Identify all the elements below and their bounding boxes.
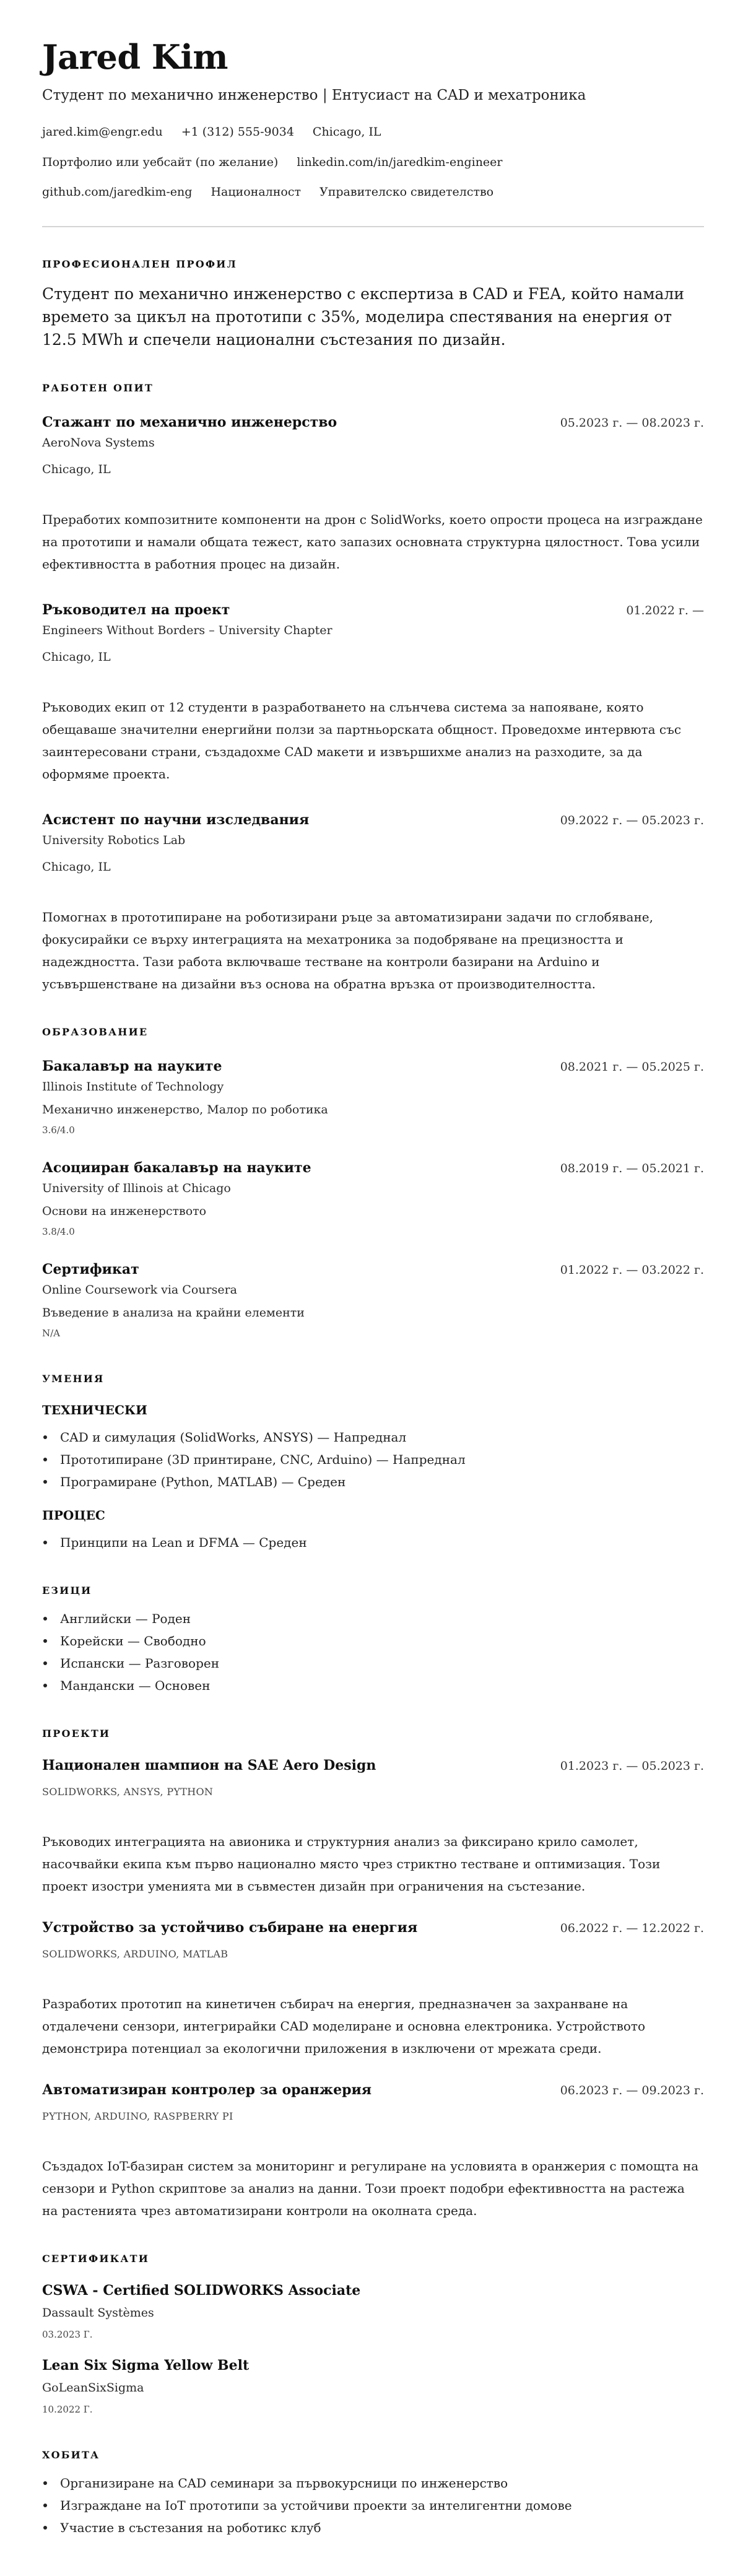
hobby-text: Участие в състезания на роботикс клуб (60, 2520, 321, 2535)
education-dates: 08.2021 г. — 05.2025 г. (560, 1060, 704, 1074)
candidate-name: Jared Kim (42, 37, 228, 77)
bullet-icon (43, 1458, 47, 1461)
project-dates: 06.2022 г. — 12.2022 г. (560, 1921, 704, 1935)
school-name: Online Coursework via Coursera (42, 1283, 237, 1297)
project-title: Автоматизиран контролер за оранжерия (42, 2082, 372, 2098)
skill-text: Прототипиране (3D принтиране, CNC, Arduino) — Напреднал (60, 1452, 466, 1467)
education-item (42, 1260, 704, 1342)
skill-list (42, 1426, 704, 1493)
field-of-study: Механично инженерство, Малор по роботика (42, 1103, 328, 1116)
section-heading: УМЕНИЯ (42, 1373, 105, 1385)
education-dates: 01.2022 г. — 03.2022 г. (560, 1263, 704, 1277)
school-name: Illinois Institute of Technology (42, 1080, 224, 1094)
hobbies-section (42, 2448, 704, 2539)
candidate-headline: Студент по механично инженерство | Ентусиаст на CAD и мехатроника (42, 87, 586, 103)
experience-item (42, 412, 704, 575)
job-title: Стажант по механично инженерство (42, 414, 337, 430)
project-item (42, 1918, 704, 2060)
project-description: Разработих прототип на кинетичен събирач на енергия, предназначен за захранване на отдалечени сензори, интегрирайки CAD моделиране и основна електроника. Устройството демонстрира потенциал за екологични приложения в изключени от мрежата среди. (42, 1996, 646, 2056)
degree-title: Сертификат (42, 1261, 139, 1277)
certificate-issuer: Dassault Systèmes (42, 2306, 154, 2320)
contact-nationality: Националност (211, 185, 301, 199)
degree-title: Бакалавър на науките (42, 1058, 222, 1074)
job-description: Преработих композитните компоненти на дрон с SolidWorks, което опрости процеса на изграждане на прототипи и намали общата тежест, като запазих основната структурна цялостност. Това усили ефективността в работния процес на дизайн. (42, 512, 703, 572)
experience-item (42, 600, 704, 785)
skill-text: Програмиране (Python, MATLAB) — Среден (60, 1474, 346, 1489)
gpa: 3.8/4.0 (42, 1226, 75, 1237)
section-heading: ПРОЕКТИ (42, 1728, 111, 1739)
bullet-icon (43, 1617, 47, 1621)
job-company: University Robotics Lab (42, 833, 186, 847)
field-of-study: Основи на инженерството (42, 1204, 207, 1218)
section-heading: ЕЗИЦИ (42, 1585, 92, 1596)
hobby-item (42, 2494, 704, 2517)
certificate-name: Lean Six Sigma Yellow Belt (42, 2357, 250, 2374)
education-item (42, 1158, 704, 1240)
section-heading: РАБОТЕН ОПИТ (42, 382, 154, 394)
bullet-icon (43, 1639, 47, 1643)
project-dates: 01.2023 г. — 05.2023 г. (560, 1759, 704, 1773)
education-section (42, 1025, 704, 1342)
job-description: Помогнах в прототипиране на роботизирани ръце за автоматизирани задачи по сглобяване, фокусирайки се върху интеграцията на мехатроника за подобряване на прецизността и надеждността. Тази работа включваше тестване на контроли базирани на Arduino и усъвършенстване на дизайни въз основа на обратна връзка от производителността. (42, 910, 653, 991)
section-heading: ОБРАЗОВАНИЕ (42, 1026, 149, 1038)
contact-row (42, 153, 704, 172)
gpa: 3.6/4.0 (42, 1125, 75, 1136)
contact-portfolio[interactable]: Портфолио или уебсайт (по желание) (42, 155, 279, 169)
skill-item (42, 1448, 704, 1471)
skill-group-heading: ПРОЦЕС (42, 1508, 105, 1523)
contact-row (42, 183, 704, 201)
skill-item (42, 1471, 704, 1493)
project-tech: SOLIDWORKS, ARDUINO, MATLAB (42, 1948, 228, 1960)
bullet-icon (43, 2504, 47, 2507)
gpa: N/A (42, 1328, 61, 1339)
job-location: Chicago, IL (42, 860, 111, 874)
hobby-item (42, 2517, 704, 2539)
experience-section (42, 381, 704, 995)
certificates-section (42, 2252, 704, 2418)
project-tech: PYTHON, ARDUINO, RASPBERRY PI (42, 2110, 233, 2122)
language-text: Английски — Роден (60, 1611, 191, 1626)
job-location: Chicago, IL (42, 650, 111, 664)
section-heading: ПРОФЕСИОНАЛЕН ПРОФИЛ (42, 258, 237, 270)
project-tech: SOLIDWORKS, ANSYS, PYTHON (42, 1786, 214, 1798)
contact-linkedin[interactable]: linkedin.com/in/jaredkim-engineer (297, 155, 503, 169)
education-dates: 08.2019 г. — 05.2021 г. (560, 1162, 704, 1175)
project-item (42, 1756, 704, 1897)
skill-text: CAD и симулация (SolidWorks, ANSYS) — Напреднал (60, 1430, 407, 1445)
section-heading: ХОБИТА (42, 2449, 100, 2461)
hobby-text: Изграждане на IoT прототипи за устойчиви проекти за интелигентни домове (60, 2498, 572, 2513)
certificate-date: 10.2022 Г. (42, 2404, 93, 2415)
experience-item (42, 810, 704, 995)
contact-row (42, 123, 704, 141)
section-heading: СЕРТИФИКАТИ (42, 2253, 150, 2265)
skill-list (42, 1531, 704, 1554)
project-title: Национален шампион на SAE Aero Design (42, 1757, 376, 1773)
languages-section (42, 1583, 704, 1697)
job-location: Chicago, IL (42, 463, 111, 476)
school-name: University of Illinois at Chicago (42, 1181, 231, 1195)
project-description: Ръководих интеграцията на авионика и структурния анализ за фиксирано крило самолет, насочвайки екипа към първо национално място чрез стриктно тестване и оптимизация. Този проект изостри уменията ми в съвместен дизайн при ограничения на състезание. (42, 1834, 661, 1894)
skill-group-heading: ТЕХНИЧЕСКИ (42, 1403, 147, 1417)
certificate-date: 03.2023 Г. (42, 2329, 93, 2340)
degree-title: Асоцииран бакалавър на науките (42, 1160, 311, 1176)
hobby-item (42, 2472, 704, 2494)
education-item (42, 1056, 704, 1139)
bullet-icon (43, 1541, 47, 1544)
certificate-name: CSWA - Certified SOLIDWORKS Associate (42, 2282, 361, 2299)
bullet-icon (43, 1684, 47, 1687)
contact-email[interactable]: jared.kim@engr.edu (42, 125, 163, 139)
language-list (42, 1608, 704, 1697)
language-text: Мандански — Основен (60, 1678, 211, 1693)
certificate-item (42, 2356, 704, 2418)
project-description: Създадох IoT-базиран систем за мониторинг и регулиране на условията в оранжерия с помощта на сензори и Python скриптове за анализ на данни. Този проект подобри ефективността на растежа на растенията чрез автоматизирани контроли на околната среда. (42, 2159, 699, 2218)
job-description: Ръководих екип от 12 студенти в разработването на слънчева система за напояване, която обещаваше значителни енергийни ползи за партньорската общност. Проведохме интервюта със заинтересовани страни, създадохме CAD макети и извършихме анализ на разходите, за да оформяме проекта. (42, 700, 682, 781)
profile-summary: Студент по механично инженерство с експертиза в CAD и FEA, който намали времето за цикъл на прототипи с 35%, моделира спестявания на енергия от 12.5 MWh и спечели национални състезания по дизайн. (42, 285, 684, 349)
project-dates: 06.2023 г. — 09.2023 г. (560, 2084, 704, 2097)
projects-section (42, 1726, 704, 2222)
bullet-icon (43, 1661, 47, 1665)
language-text: Испански — Разговорен (60, 1656, 220, 1671)
certificate-item (42, 2281, 704, 2343)
hobby-list (42, 2472, 704, 2539)
skill-item (42, 1531, 704, 1554)
language-item (42, 1674, 704, 1697)
bullet-icon (43, 1480, 47, 1484)
contact-license: Управителско свидетелство (319, 185, 494, 199)
language-item (42, 1608, 704, 1630)
language-item (42, 1630, 704, 1652)
language-text: Корейски — Свободно (60, 1634, 206, 1648)
resume-header (42, 37, 704, 227)
job-dates: 05.2023 г. — 08.2023 г. (560, 416, 704, 430)
field-of-study: Въведение в анализа на крайни елементи (42, 1306, 305, 1320)
bullet-icon (43, 2481, 47, 2485)
contact-location: Chicago, IL (312, 125, 381, 139)
skill-item (42, 1426, 704, 1448)
job-title: Ръководител на проект (42, 602, 230, 618)
job-title: Асистент по научни изследвания (42, 812, 310, 828)
certificate-issuer: GoLeanSixSigma (42, 2381, 144, 2395)
contact-github[interactable]: github.com/jaredkim-eng (42, 185, 193, 199)
header-divider (42, 226, 704, 227)
language-item (42, 1652, 704, 1674)
project-item (42, 2080, 704, 2222)
job-dates: 01.2022 г. — (626, 604, 704, 617)
skill-text: Принципи на Lean и DFMA — Среден (60, 1535, 307, 1550)
skills-section (42, 1372, 704, 1554)
profile-section (42, 257, 704, 351)
hobby-text: Организиране на CAD семинари за първокурсници по инженерство (60, 2476, 508, 2491)
job-company: Engineers Without Borders – University Chapter (42, 624, 332, 637)
bullet-icon (43, 2526, 47, 2530)
contact-phone[interactable]: +1 (312) 555-9034 (181, 125, 294, 139)
project-title: Устройство за устойчиво събиране на енергия (42, 1920, 418, 1936)
job-company: AeroNova Systems (42, 436, 155, 450)
bullet-icon (43, 1435, 47, 1439)
job-dates: 09.2022 г. — 05.2023 г. (560, 814, 704, 827)
